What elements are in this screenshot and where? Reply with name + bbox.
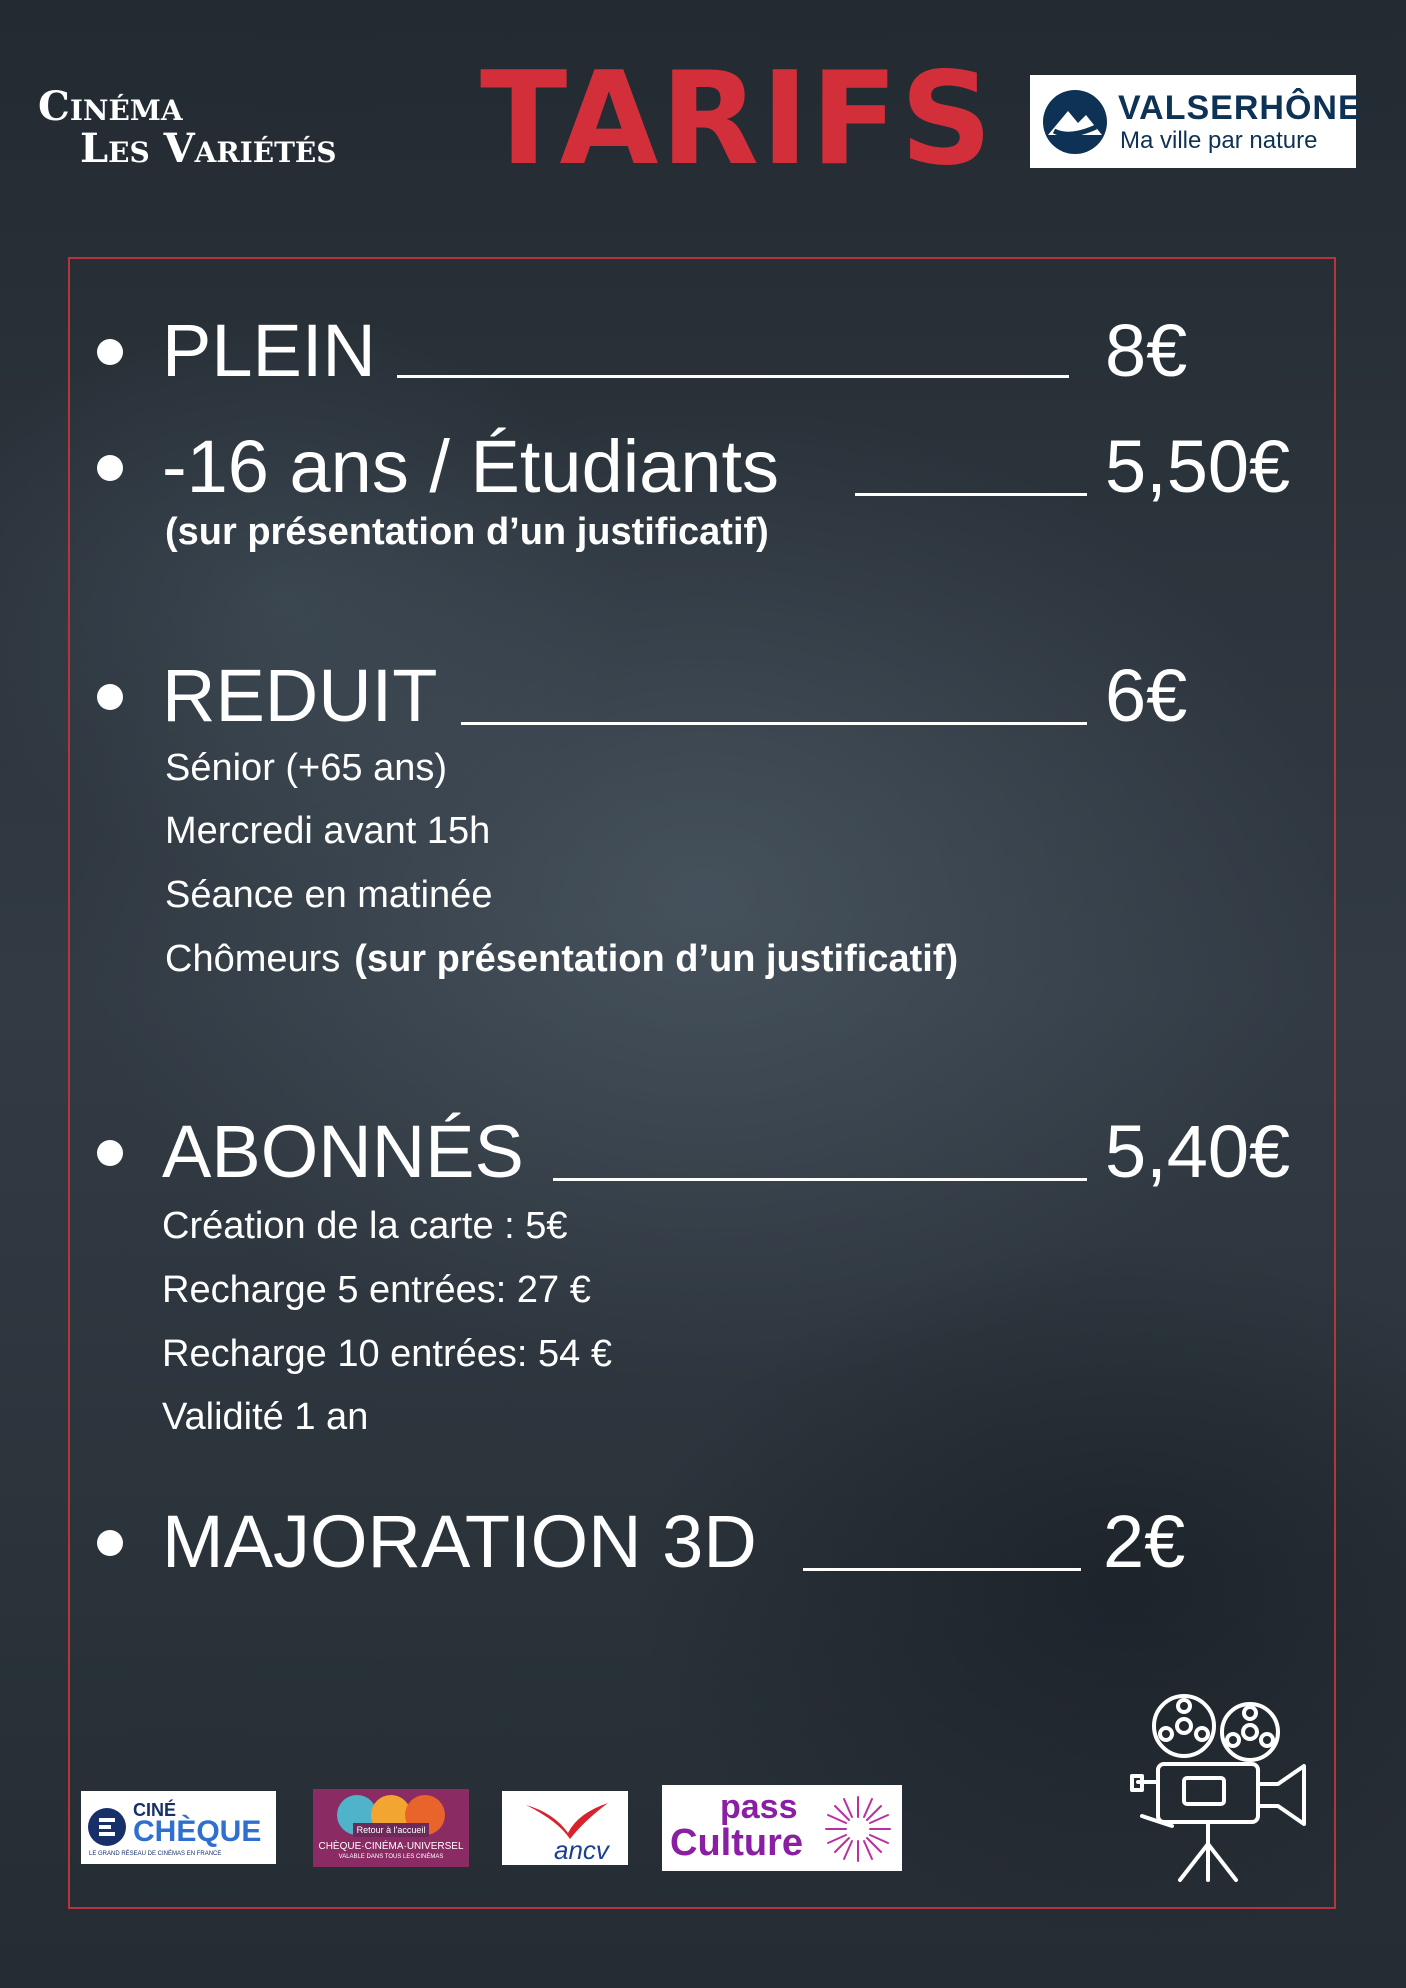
ccu-logo (313, 1789, 469, 1867)
tarif-abonnes-price: 5,40€ (1105, 1110, 1291, 1193)
reduit-condition: Chômeurs (165, 938, 341, 980)
reduit-condition: Séance en matinée (165, 874, 493, 916)
cinema-logo-line1: Cinéma (38, 83, 183, 130)
tarif-reduit (97, 656, 1337, 736)
leader-line (553, 1178, 1087, 1181)
bullet (97, 684, 123, 710)
tarif-jeunes-label: -16 ans / Étudiants (162, 425, 780, 508)
cinecheque-line2: CHÈQUE (133, 1815, 262, 1848)
abonnes-detail: Validité 1 an (162, 1396, 369, 1438)
reduit-chomeurs-note: (sur présentation d’un justificatif) (354, 938, 959, 980)
tarif-majoration-price: 2€ (1103, 1500, 1186, 1583)
reduit-condition-chomeurs (165, 937, 958, 981)
ccu-line1: CHÈQUE·CINÉMA·UNIVERSEL (318, 1841, 464, 1852)
valserhone-mountain-icon (1040, 87, 1110, 157)
tarif-jeunes-note: (sur présentation d’un justificatif) (165, 511, 769, 553)
page-title: TARIFS (480, 45, 995, 194)
tarif-plein-price: 8€ (1105, 309, 1188, 392)
ancv-logo (502, 1791, 628, 1865)
pass-culture-line2: Culture (670, 1822, 803, 1864)
tarif-reduit-label: REDUIT (162, 654, 438, 737)
bullet (97, 455, 123, 481)
tarif-majoration-label: MAJORATION 3D (162, 1500, 757, 1583)
cinecheque-line1: CINÉ (133, 1800, 177, 1820)
reduit-condition: Sénior (+65 ans) (165, 747, 447, 789)
ancv-name: ancv (554, 1835, 609, 1865)
tarif-abonnes-label: ABONNÉS (162, 1110, 524, 1193)
abonnes-detail: Création de la carte : 5€ (162, 1205, 568, 1247)
valserhone-tagline: Ma ville par nature (1120, 127, 1318, 154)
abonnes-detail: Recharge 10 entrées: 54 € (162, 1333, 612, 1375)
reduit-condition: Mercredi avant 15h (165, 810, 491, 852)
tarif-plein (97, 311, 1337, 391)
leader-line (461, 722, 1087, 725)
cinecheque-logo (81, 1791, 276, 1864)
tarif-plein-label: PLEIN (162, 309, 376, 392)
leader-line (855, 493, 1087, 496)
bullet (97, 339, 123, 365)
tarif-reduit-price: 6€ (1105, 654, 1188, 737)
film-projector-icon (1128, 1688, 1308, 1883)
leader-line (803, 1568, 1081, 1571)
abonnes-detail: Recharge 5 entrées: 27 € (162, 1269, 591, 1311)
valserhone-logo (1030, 75, 1362, 168)
tarif-majoration (97, 1502, 1337, 1582)
pass-culture-burst-icon (822, 1793, 894, 1865)
leader-line (397, 375, 1069, 378)
pass-culture-line1: pass (720, 1788, 798, 1826)
ccu-ribbon: Retour à l'accueil (353, 1823, 429, 1837)
cinema-logo (38, 83, 337, 172)
valserhone-name: VALSERHÔNE (1118, 89, 1362, 127)
cinema-logo-line2: Les Variétés (80, 125, 337, 172)
tarif-jeunes-price: 5,50€ (1105, 425, 1291, 508)
cinecheque-line3: LE GRAND RÉSEAU DE CINÉMAS EN FRANCE (89, 1851, 222, 1857)
tarif-jeunes (97, 427, 1337, 507)
cinecheque-icon (87, 1807, 127, 1847)
tarif-abonnes (97, 1112, 1337, 1192)
ancv-bird-icon (524, 1799, 610, 1839)
ccu-line2: VALABLE DANS TOUS LES CINÉMAS (338, 1854, 444, 1860)
bullet (97, 1140, 123, 1166)
pass-culture-logo (662, 1785, 902, 1871)
bullet (97, 1530, 123, 1556)
